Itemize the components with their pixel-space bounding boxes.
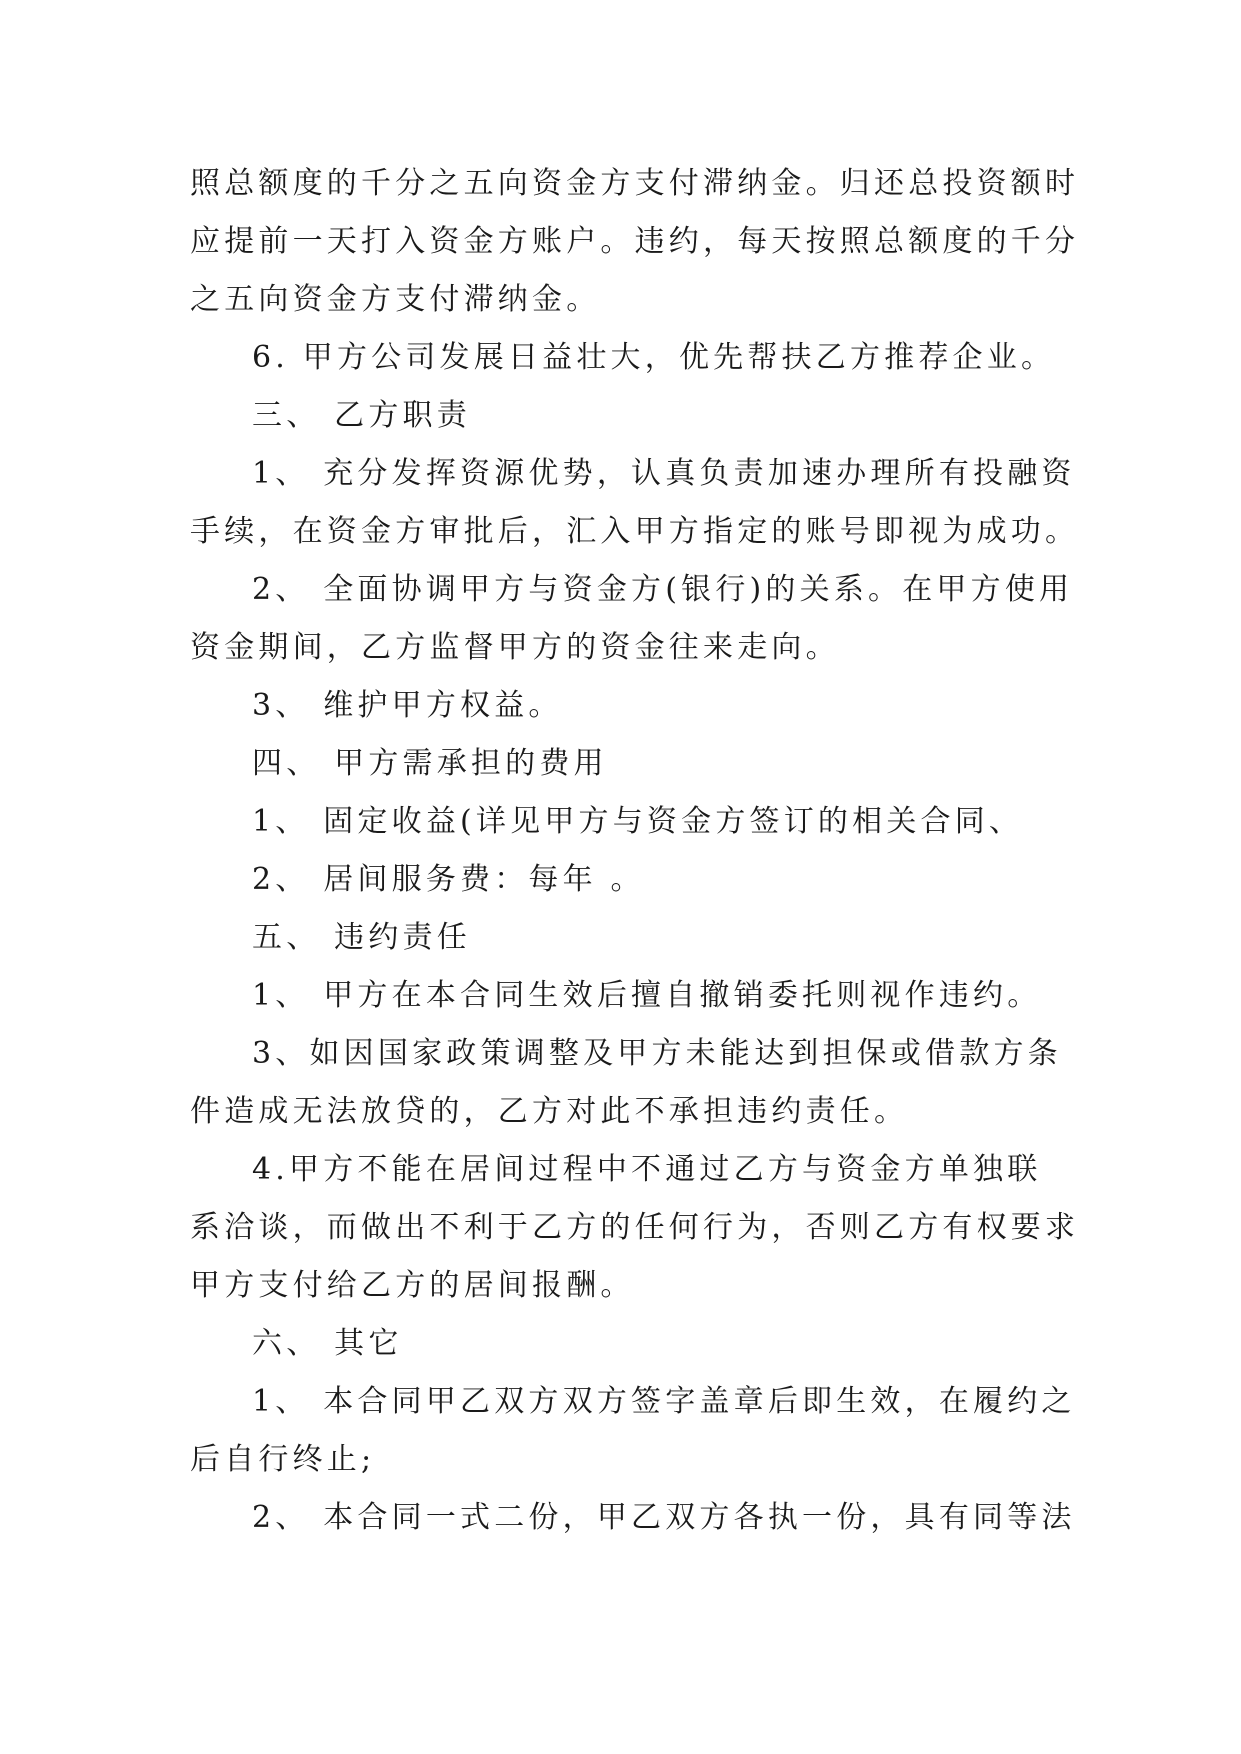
section-heading: 六、 其它 xyxy=(252,1326,403,1361)
text-line: 1、 固定收益(详见甲方与资金方签订的相关合同、 xyxy=(252,804,1024,839)
text-line: 照总额度的千分之五向资金方支付滞纳金。归还总投资额时 xyxy=(190,166,1080,201)
text-line: 3、 维护甲方权益。 xyxy=(252,688,563,723)
text-line: 系洽谈，而做出不利于乙方的任何行为，否则乙方有权要求 xyxy=(190,1210,1080,1245)
text-line: 2、 全面协调甲方与资金方(银行)的关系。在甲方使用 xyxy=(252,572,1074,607)
text-line: 3、如因国家政策调整及甲方未能达到担保或借款方条 xyxy=(252,1036,1062,1071)
text-line: 甲方支付给乙方的居间报酬。 xyxy=(190,1268,635,1303)
text-line: 件造成无法放贷的，乙方对此不承担违约责任。 xyxy=(190,1094,909,1129)
text-line: 6. 甲方公司发展日益壮大，优先帮扶乙方推荐企业。 xyxy=(252,340,1056,375)
text-line: 手续，在资金方审批后，汇入甲方指定的账号即视为成功。 xyxy=(190,514,1080,549)
text-line: 2、 本合同一式二份，甲乙双方各执一份，具有同等法 xyxy=(252,1500,1076,1535)
section-heading: 四、 甲方需承担的费用 xyxy=(252,746,608,781)
section-heading: 三、 乙方职责 xyxy=(252,398,471,433)
text-line: 之五向资金方支付滞纳金。 xyxy=(190,282,601,317)
text-line: 资金期间，乙方监督甲方的资金往来走向。 xyxy=(190,630,840,665)
text-line: 后自行终止; xyxy=(190,1442,376,1477)
text-line: 1、 充分发挥资源优势，认真负责加速办理所有投融资 xyxy=(252,456,1076,491)
text-line: 1、 甲方在本合同生效后擅自撤销委托则视作违约。 xyxy=(252,978,1042,1013)
section-heading: 五、 违约责任 xyxy=(252,920,471,955)
text-line: 应提前一天打入资金方账户。违约，每天按照总额度的千分 xyxy=(190,224,1080,259)
text-line: 4.甲方不能在居间过程中不通过乙方与资金方单独联 xyxy=(252,1152,1042,1187)
text-line: 2、 居间服务费：每年 。 xyxy=(252,862,645,897)
text-line: 1、 本合同甲乙双方双方签字盖章后即生效，在履约之 xyxy=(252,1384,1076,1419)
